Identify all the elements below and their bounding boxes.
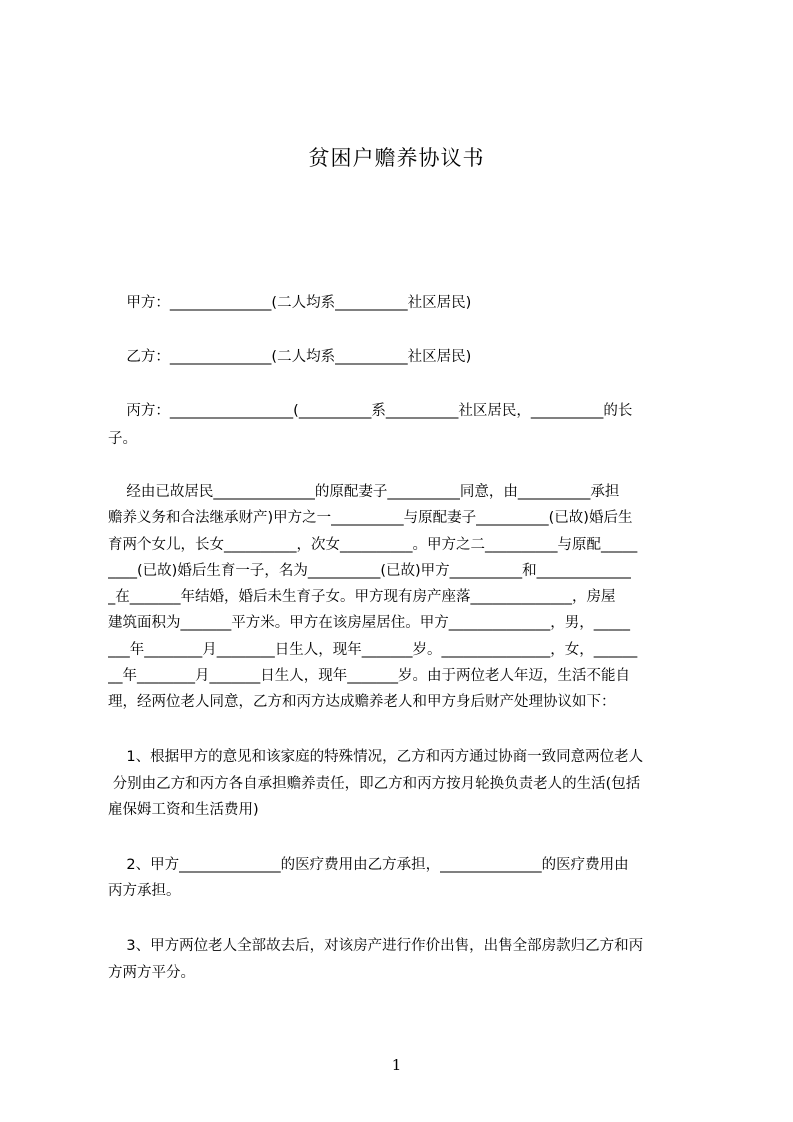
clause-2-line-1: 2、甲方______________的医疗费用由乙方承担，______________的医疗费用由 (108, 857, 629, 873)
clause-3-line-2: 方两方平分。 (108, 965, 195, 981)
page-number: 1 (391, 1056, 402, 1074)
body-line-4: ____(已故)婚后生育一子，名为__________(已故)甲方__________和_____________ (108, 563, 631, 579)
body-line-7: ___年________月________日生人，现年_______岁。_______________，女，______ (108, 642, 638, 658)
clause-1-line-2: 分别由乙方和丙方各自承担赡养责任，即乙方和丙方按月轮换负责老人的生活(包括 (108, 776, 641, 792)
party-c-line-2: 子。 (108, 431, 137, 447)
clause-1-line-3: 雇保姆工资和生活费用) (108, 802, 259, 818)
body-line-5: _在_______年结婚，婚后未生育子女。甲方现有房产座落______________，房屋 (108, 589, 616, 605)
clause-1-line-1: 1、根据甲方的意见和该家庭的特殊情况，乙方和丙方通过协商一致同意两位老人 (108, 749, 644, 765)
body-line-9: 理，经两位老人同意，乙方和丙方达成赡养老人和甲方身后财产处理协议如下： (108, 694, 616, 710)
party-a-line: 甲方：______________(二人均系__________社区居民) (108, 295, 472, 311)
party-c-line-1: 丙方：_________________(__________系__________社区居民，__________的长 (108, 403, 633, 419)
clause-3-line-1: 3、甲方两位老人全部故去后，对该房产进行作价出售，出售全部房款归乙方和丙 (108, 938, 644, 954)
clause-2-line-2: 丙方承担。 (108, 883, 181, 899)
body-line-2: 赡养义务和合法继承财产)甲方之一__________与原配妻子__________(已故)婚后生 (108, 510, 633, 526)
document-title: 贫困户赡养协议书 (308, 146, 485, 170)
body-line-6: 建筑面积为_______平方米。甲方在该房屋居住。甲方______________，男，_____ (108, 615, 630, 631)
body-line-3: 育两个女儿，长女__________，次女__________。甲方之二__________与原配_____ (108, 537, 638, 553)
body-line-8: __年________月_______日生人，现年_______岁。由于两位老人年迈，生活不能自 (108, 668, 630, 684)
party-b-line: 乙方：______________(二人均系__________社区居民) (108, 349, 472, 365)
body-line-1: 经由已故居民______________的原配妻子__________同意，由__________承担 (108, 484, 620, 500)
